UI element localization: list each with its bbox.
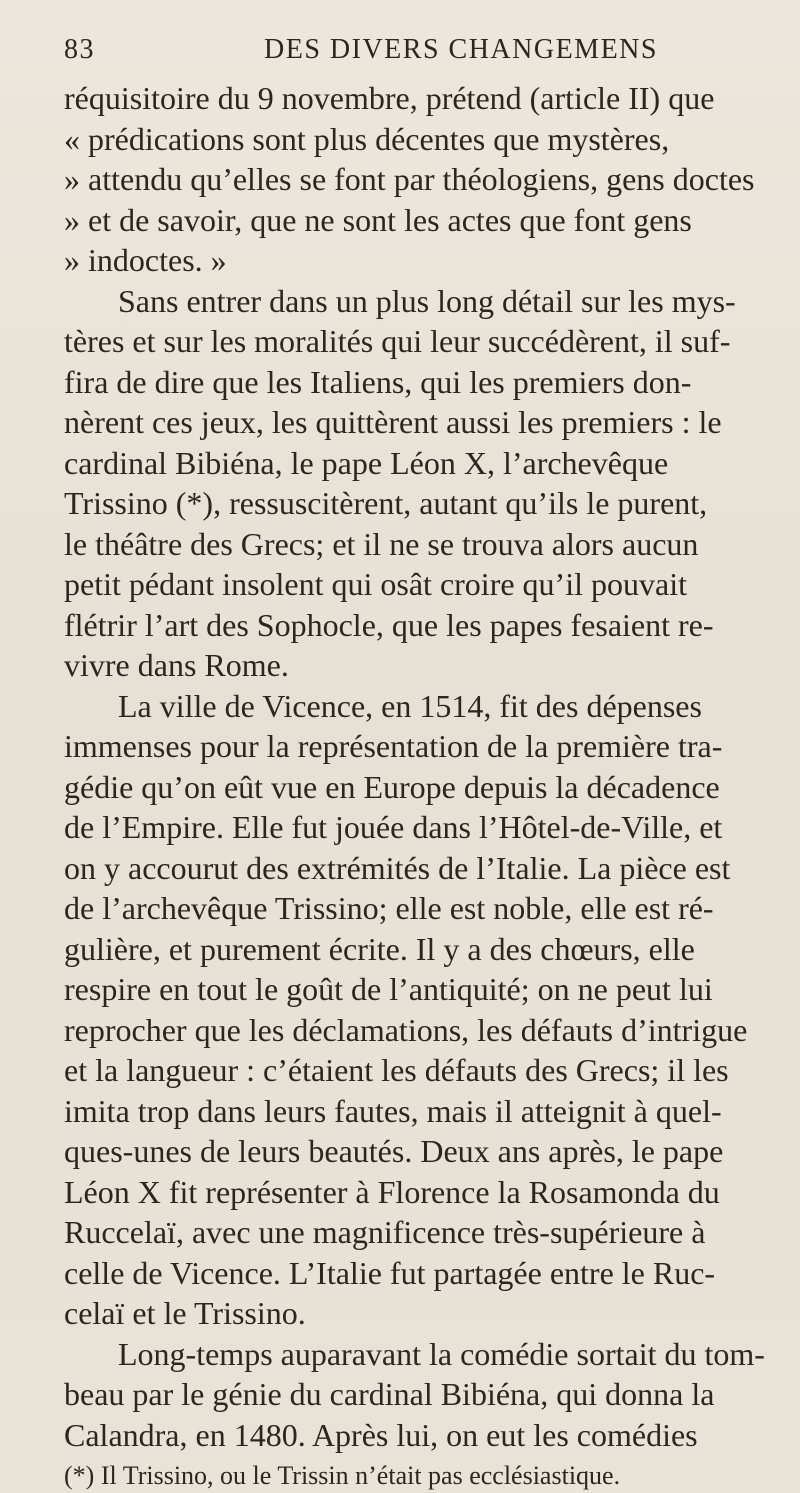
text-line: » attendu qu’elles se font par théologiens, gens doctes (64, 161, 755, 197)
text-line: immenses pour la représentation de la première tra- (64, 728, 723, 764)
text-line: celaï et le Trissino. (64, 1295, 306, 1331)
text-line: réquisitoire du 9 novembre, prétend (article II) que (64, 80, 715, 116)
paragraph-start: Long-temps auparavant la comédie sortait du tom- (118, 1336, 765, 1372)
text-line: on y accourut des extrémités de l’Italie. La pièce est (64, 850, 731, 886)
text-line: le théâtre des Grecs; et il ne se trouva alors aucun (64, 526, 699, 562)
text-line: beau par le génie du cardinal Bibiéna, qui donna la (64, 1376, 715, 1412)
text-line: celle de Vicence. L’Italie fut partagée entre le Ruc- (64, 1255, 716, 1291)
running-head: DES DIVERS CHANGEMENS (264, 34, 658, 65)
text-line: » indoctes. » (64, 242, 227, 278)
paragraph-start: La ville de Vicence, en 1514, fit des dépenses (118, 688, 702, 724)
text-line: et la langueur : c’étaient les défauts des Grecs; il les (64, 1052, 729, 1088)
text-line: flétrir l’art des Sophocle, que les papes fesaient re- (64, 607, 714, 643)
text-line: fira de dire que les Italiens, qui les premiers don- (64, 364, 692, 400)
page-number: 83 (64, 34, 95, 65)
text-line: reprocher que les déclamations, les défauts d’intrigue (64, 1012, 748, 1048)
text-line: nèrent ces jeux, les quittèrent aussi les premiers : le (64, 404, 722, 440)
text-line: gédie qu’on eût vue en Europe depuis la décadence (64, 769, 720, 805)
text-line: respire en tout le goût de l’antiquité; on ne peut lui (64, 971, 713, 1007)
text-line: Léon X fit représenter à Florence la Rosamonda du (64, 1174, 720, 1210)
page-header (64, 34, 760, 74)
text-line: Trissino (*), ressuscitèrent, autant qu’ils le purent, (64, 485, 708, 521)
text-line: gulière, et purement écrite. Il y a des chœurs, elle (64, 931, 695, 967)
paragraph-start: Sans entrer dans un plus long détail sur les mys- (118, 283, 736, 319)
text-line: Ruccelaï, avec une magnificence très-supérieure à (64, 1214, 706, 1250)
text-line: « prédications sont plus décentes que mystères, (64, 121, 670, 157)
text-line: de l’Empire. Elle fut jouée dans l’Hôtel-de-Ville, et (64, 809, 723, 845)
text-line: Calandra, en 1480. Après lui, on eut les comédies (64, 1417, 698, 1453)
text-line: de l’archevêque Trissino; elle est noble, elle est ré- (64, 890, 714, 926)
text-line: imita trop dans leurs fautes, mais il atteignit à quel- (64, 1093, 722, 1129)
text-line: ques-unes de leurs beautés. Deux ans après, le pape (64, 1133, 724, 1169)
text-line: petit pédant insolent qui osât croire qu’il pouvait (64, 566, 687, 602)
text-line: cardinal Bibiéna, le pape Léon X, l’archevêque (64, 445, 669, 481)
text-line: tères et sur les moralités qui leur succédèrent, il suf- (64, 323, 731, 359)
text-line: vivre dans Rome. (64, 647, 289, 683)
footnote: (*) Il Trissino, ou le Trissin n’était pas ecclésiastique. (64, 1461, 621, 1490)
text-line: » et de savoir, que ne sont les actes que font gens (64, 202, 692, 238)
